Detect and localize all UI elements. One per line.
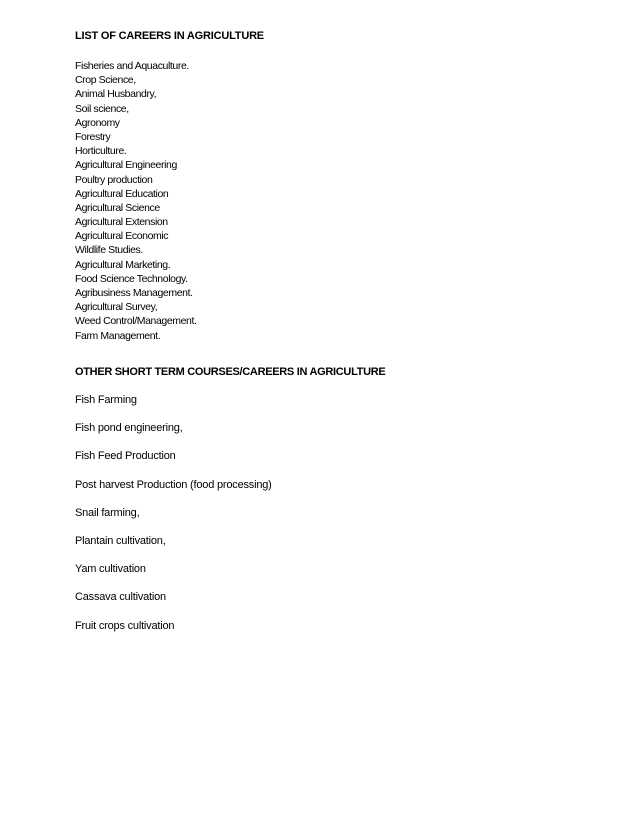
career-item: Farm Management. [75,329,161,342]
careers-list [75,59,197,343]
short-term-item: Snail farming, [75,506,140,519]
short-term-item: Fish Farming [75,394,137,406]
short-term-item: Plantain cultivation, [75,534,166,547]
career-item: Food Science Technology. [75,272,188,285]
career-item: Weed Control/Management. [75,315,197,328]
short-term-heading: OTHER SHORT TERM COURSES/CAREERS IN AGRICULTURE [75,366,386,378]
career-item: Wildlife Studies. [75,244,143,257]
career-item: Forestry [75,130,111,143]
career-item: Agribusiness Management. [75,287,193,299]
short-term-item: Fish pond engineering, [75,422,183,435]
career-item: Agronomy [75,116,120,129]
short-term-item: Cassava cultivation [75,591,166,604]
short-term-item: Yam cultivation [75,563,146,576]
short-term-item: Post harvest Production (food processing) [75,478,272,491]
short-term-list [75,393,272,647]
career-item: Animal Husbandry, [75,88,157,101]
career-item: Soil science, [75,102,129,115]
career-item: Agricultural Extension [75,216,168,229]
career-item: Agricultural Economic [75,230,169,243]
career-item: Agricultural Engineering [75,159,177,172]
career-item: Agricultural Marketing. [75,258,171,271]
career-item: Agricultural Education [75,187,169,200]
short-term-item: Fish Feed Production [75,450,176,463]
career-item: Poultry production [75,173,153,186]
career-item: Agricultural Science [75,201,160,214]
career-item: Horticulture. [75,145,127,158]
career-item: Crop Science, [75,74,136,87]
short-term-item: Fruit crops cultivation [75,619,175,632]
career-item: Agricultural Survey, [75,301,158,314]
careers-heading: LIST OF CAREERS IN AGRICULTURE [75,30,264,42]
career-item: Fisheries and Aquaculture. [75,60,189,72]
